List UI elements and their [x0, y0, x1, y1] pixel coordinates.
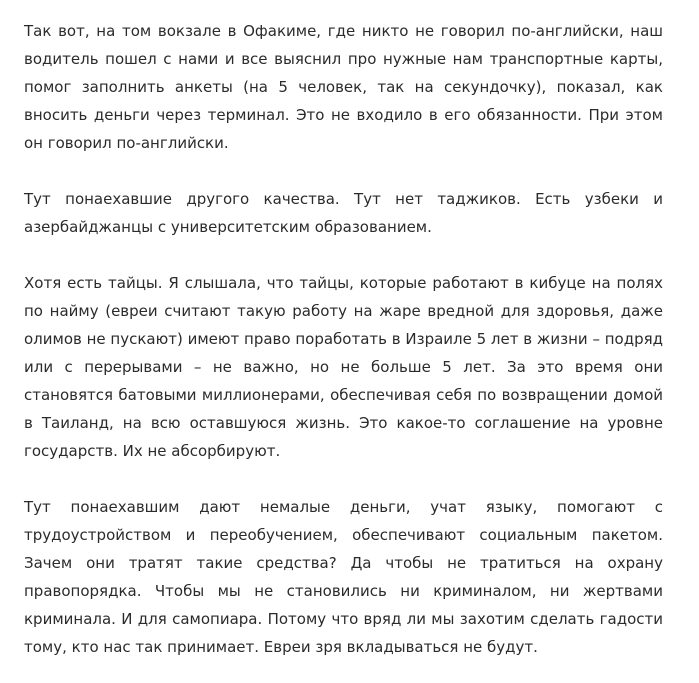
paragraph-ofakim-driver: Так вот, на том вокзале в Офакиме, где никто не говорил по-английски, наш водитель пошел с нами и все выяснил про нужные нам транспортные карты, помог заполнить анкеты (на 5 человек, так на секундочку), показал, как вносить деньги через терминал. Это не входило в его обязанности. При этом он говорил по-английски.	[24, 22, 663, 152]
paragraph-immigrants-quality: Тут понаехавшие другого качества. Тут нет таджиков. Есть узбеки и азербайджанцы с университетским образованием.	[24, 190, 663, 236]
paragraph-thai-workers: Хотя есть тайцы. Я слышала, что тайцы, которые работают в кибуце на полях по найму (евреи считают такую работу на жаре вредной для здоровья, даже олимов не пускают) имеют право поработать в Израиле 5 лет в жизни – подряд или с перерывами – не важно, но не больше 5 лет. За это время они становятся батовыми миллионерами, обеспечивая себя по возвращении домой в Таиланд, на всю оставшуюся жизнь. Это какое-то соглашение на уровне государств. Их не абсорбируют.	[24, 274, 663, 460]
paragraph-absorption-support: Тут понаехавшим дают немалые деньги, учат языку, помогают с трудоустройством и переобучением, обеспечивают социальным пакетом. Зачем они тратят такие средства? Да чтобы не тратиться на охрану правопорядка. Чтобы мы не становились ни криминалом, ни жертвами криминала. И для самопиара. Потому что вряд ли мы захотим сделать гадости тому, кто нас так принимает. Евреи зря вкладываться не будут.	[24, 498, 663, 656]
